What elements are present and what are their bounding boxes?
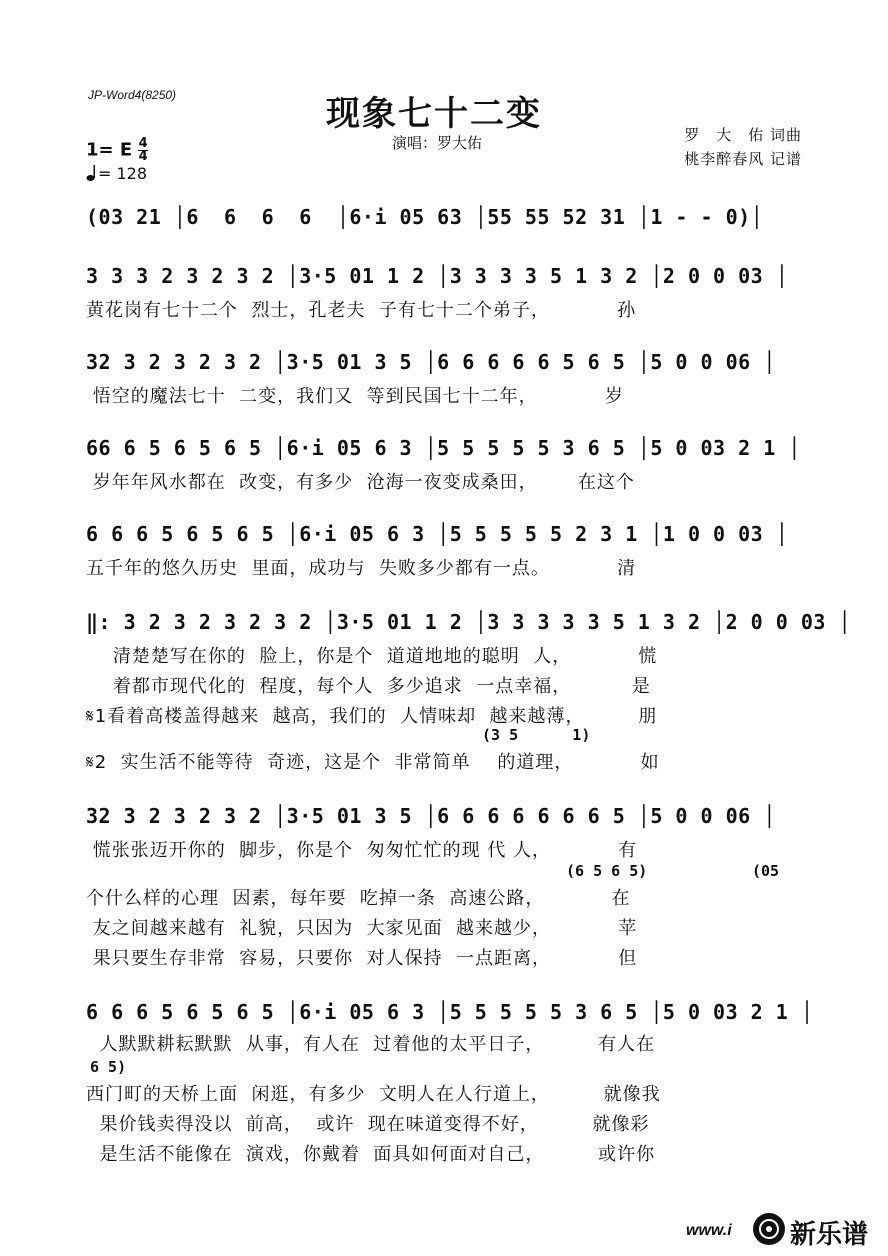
system-3-lyrics: 悟空的魔法七十 二变，我们又 等到民国七十二年， 岁 [86,386,624,407]
system-8-lyric-2: 西门町的天桥上面 闲逛，有多少 文明人在人行道上， 就像我 [86,1084,661,1105]
system-5-notes: 6 6 6 5 6 5 6 5 │6·i 05 6 3 │5 5 5 5 5 2 3 1 │1 0 0 03 │ [86,522,789,546]
tempo-marking [86,164,147,183]
system-5-lyrics: 五千年的悠久历史 里面，成功与 失败多少都有一点。 清 [86,558,637,579]
system-7-lyric-1: 慌张张迈开你的 脚步，你是个 匆匆忙忙的现 代 人， 有 [86,840,638,861]
system-6-hint: (3 5 1) [482,726,591,744]
system-7-lyric-3: 友之间越来越有 礼貌，只因为 大家见面 越来越少， 苹 [86,918,638,939]
song-title: 现象七十二变 [326,94,542,134]
system-7-hint-2: (05 [752,862,780,880]
system-6-lyric-4: 𝄋2 实生活不能等待 奇迹，这是个 非常简单 的道理， 如 [86,752,660,773]
system-7-lyric-2: 个什么样的心理 因素，每年要 吃掉一条 高速公路， 在 [86,888,631,909]
system-7-hint: (6 5 6 5) [566,862,648,880]
system-8-hint: 6 5) [90,1058,127,1076]
site-logo: 新乐谱 [790,1220,869,1250]
transcriber-credit: 桃李醉春风 记谱 [684,150,802,168]
system-7-lyric-4: 果只要生存非常 容易，只要你 对人保持 一点距离， 但 [86,948,638,969]
tempo-value: = 128 [98,164,148,183]
time-top: 4 [138,136,148,151]
system-8-lyric-4: 是生活不能像在 演戏，你戴着 面具如何面对自己， 或许你 [86,1144,656,1165]
system-4-lyrics: 岁年年风水都在 改变，有多少 沧海一夜变成桑田， 在这个 [86,472,635,493]
composer-credit: 罗 大 佑 词曲 [684,126,802,144]
edition-label: JP-Word4(8250) [88,88,177,102]
system-6-lyric-2: 着都市现代化的 程度，每个人 多少追求 一点幸福， 是 [86,676,651,697]
quarter-note-icon [86,164,98,182]
system-4-notes: 66 6 5 6 5 6 5 │6·i 05 6 3 │5 5 5 5 5 3 6 5 │5 0 03 2 1 │ [86,436,801,460]
key-label: 1= E [86,139,133,161]
system-2-lyrics: 黄花岗有七十二个 烈士，孔老夫 子有七十二个弟子， 孙 [86,300,637,321]
system-3-notes: 32 3 2 3 2 3 2 │3·5 01 3 5 │6 6 6 6 6 5 6 5 │5 0 0 06 │ [86,350,776,374]
logo-disc-icon [752,1212,786,1250]
system-8-lyric-3: 果价钱卖得没以 前高， 或许 现在味道变得不好， 就像彩 [86,1114,650,1135]
system-8-notes: 6 6 6 5 6 5 6 5 │6·i 05 6 3 │5 5 5 5 5 3 6 5 │5 0 03 2 1 │ [86,1000,814,1024]
footer-url[interactable]: www.i [686,1222,732,1239]
singer-label: 演唱：罗大佑 [392,134,483,152]
system-7-notes: 32 3 2 3 2 3 2 │3·5 01 3 5 │6 6 6 6 6 6 6 5 │5 0 0 06 │ [86,804,776,828]
system-8-lyric-1: 人默默耕耘默默 从事，有人在 过着他的太平日子， 有人在 [86,1034,656,1055]
key-signature [86,138,148,163]
system-6-lyric-1: 清楚楚写在你的 脸上，你是个 道道地地的聪明 人， 慌 [86,646,658,667]
time-bottom: 4 [138,149,148,164]
system-1-notes: (03 21 │6 6 6 6 │6·i 05 63 │55 55 52 31 │1 - - 0)│ [86,205,764,229]
system-2-notes: 3 3 3 2 3 2 3 2 │3·5 01 1 2 │3 3 3 3 5 1 3 2 │2 0 0 03 │ [86,264,789,288]
system-6-notes: ‖: 3 2 3 2 3 2 3 2 │3·5 01 1 2 │3 3 3 3 3 5 1 3 2 │2 0 0 03 │ [86,610,852,634]
time-signature [138,138,148,163]
system-6-lyric-3: 𝄋1看着高楼盖得越来 越高，我们的 人情味却 越来越薄， 朋 [86,706,658,727]
